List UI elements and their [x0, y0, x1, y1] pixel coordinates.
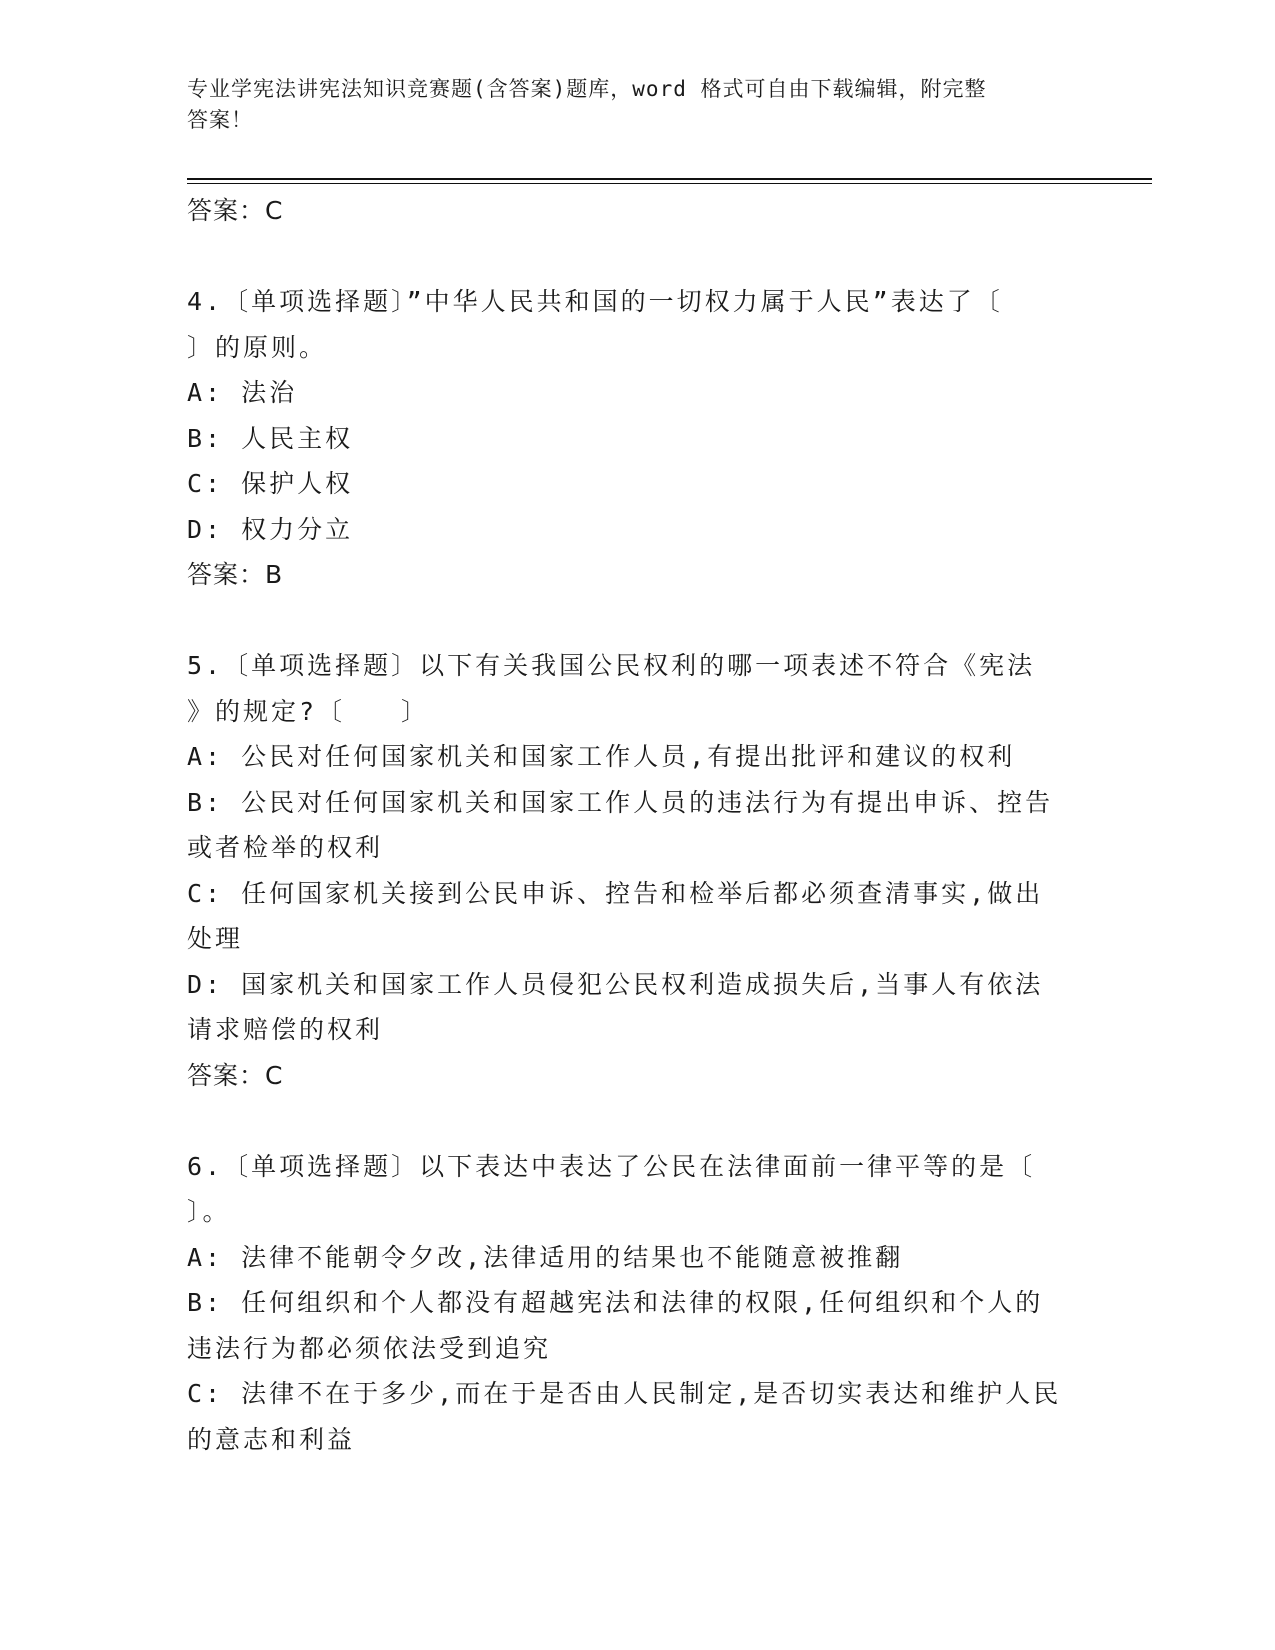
option-b-continued: 或者检举的权利: [187, 833, 384, 862]
question-stem-line: 〕。: [187, 1197, 231, 1226]
question-stem-line: 》的规定?〔 〕: [187, 696, 430, 726]
header-rule-thick: [187, 178, 1152, 180]
option-a: A: 法治: [187, 378, 298, 407]
question-stem-line: 〕的原则。: [187, 332, 328, 362]
option-a: A: 法律不能朝令夕改,法律适用的结果也不能随意被推翻: [187, 1242, 904, 1272]
option-d: D: 国家机关和国家工作人员侵犯公民权利造成损失后,当事人有依法: [187, 969, 1044, 999]
option-d: D: 权力分立: [187, 514, 354, 544]
option-d-continued: 请求赔偿的权利: [187, 1015, 384, 1044]
question-stem-line: 5.〔单项选择题〕以下有关我国公民权利的哪一项表述不符合《宪法: [187, 651, 1036, 680]
answer-line: 答案：C: [187, 1060, 284, 1090]
question-block: [187, 1144, 1087, 1463]
question-block: [187, 279, 1087, 598]
answer-line: 答案：B: [187, 560, 284, 589]
option-c-continued: 处理: [187, 924, 244, 953]
question-stem-line: 4.〔单项选择题〕”中华人民共和国的一切权力属于人民”表达了〔: [187, 287, 1003, 316]
question-block: [187, 643, 1087, 1098]
spacer: [187, 1098, 1087, 1144]
spacer: [187, 234, 1087, 280]
question-content: [187, 188, 1087, 1462]
option-b: B: 人民主权: [187, 423, 354, 453]
option-b: B: 任何组织和个人都没有超越宪法和法律的权限,任何组织和个人的: [187, 1288, 1044, 1317]
document-header: [187, 74, 1067, 136]
option-c-continued: 的意志和利益: [187, 1424, 356, 1454]
spacer: [187, 598, 1087, 644]
option-c: C: 任何国家机关接到公民申诉、控告和检举后都必须查清事实,做出: [187, 878, 1044, 908]
option-a: A: 公民对任何国家机关和国家工作人员,有提出批评和建议的权利: [187, 742, 1016, 771]
header-rule-thin: [187, 183, 1152, 184]
header-line-1: 专业学宪法讲宪法知识竞赛题(含答案)题库，word 格式可自由下载编辑，附完整: [187, 77, 987, 101]
option-b: B: 公民对任何国家机关和国家工作人员的违法行为有提出申诉、控告: [187, 787, 1054, 817]
option-b-continued: 违法行为都必须依法受到追究: [187, 1333, 552, 1363]
question-stem-line: 6.〔单项选择题〕以下表达中表达了公民在法律面前一律平等的是〔: [187, 1151, 1036, 1181]
option-c: C: 保护人权: [187, 469, 354, 498]
header-line-2: 答案！: [187, 108, 253, 132]
previous-answer: 答案：C: [187, 196, 284, 225]
option-c: C: 法律不在于多少,而在于是否由人民制定,是否切实表达和维护人民: [187, 1379, 1062, 1408]
